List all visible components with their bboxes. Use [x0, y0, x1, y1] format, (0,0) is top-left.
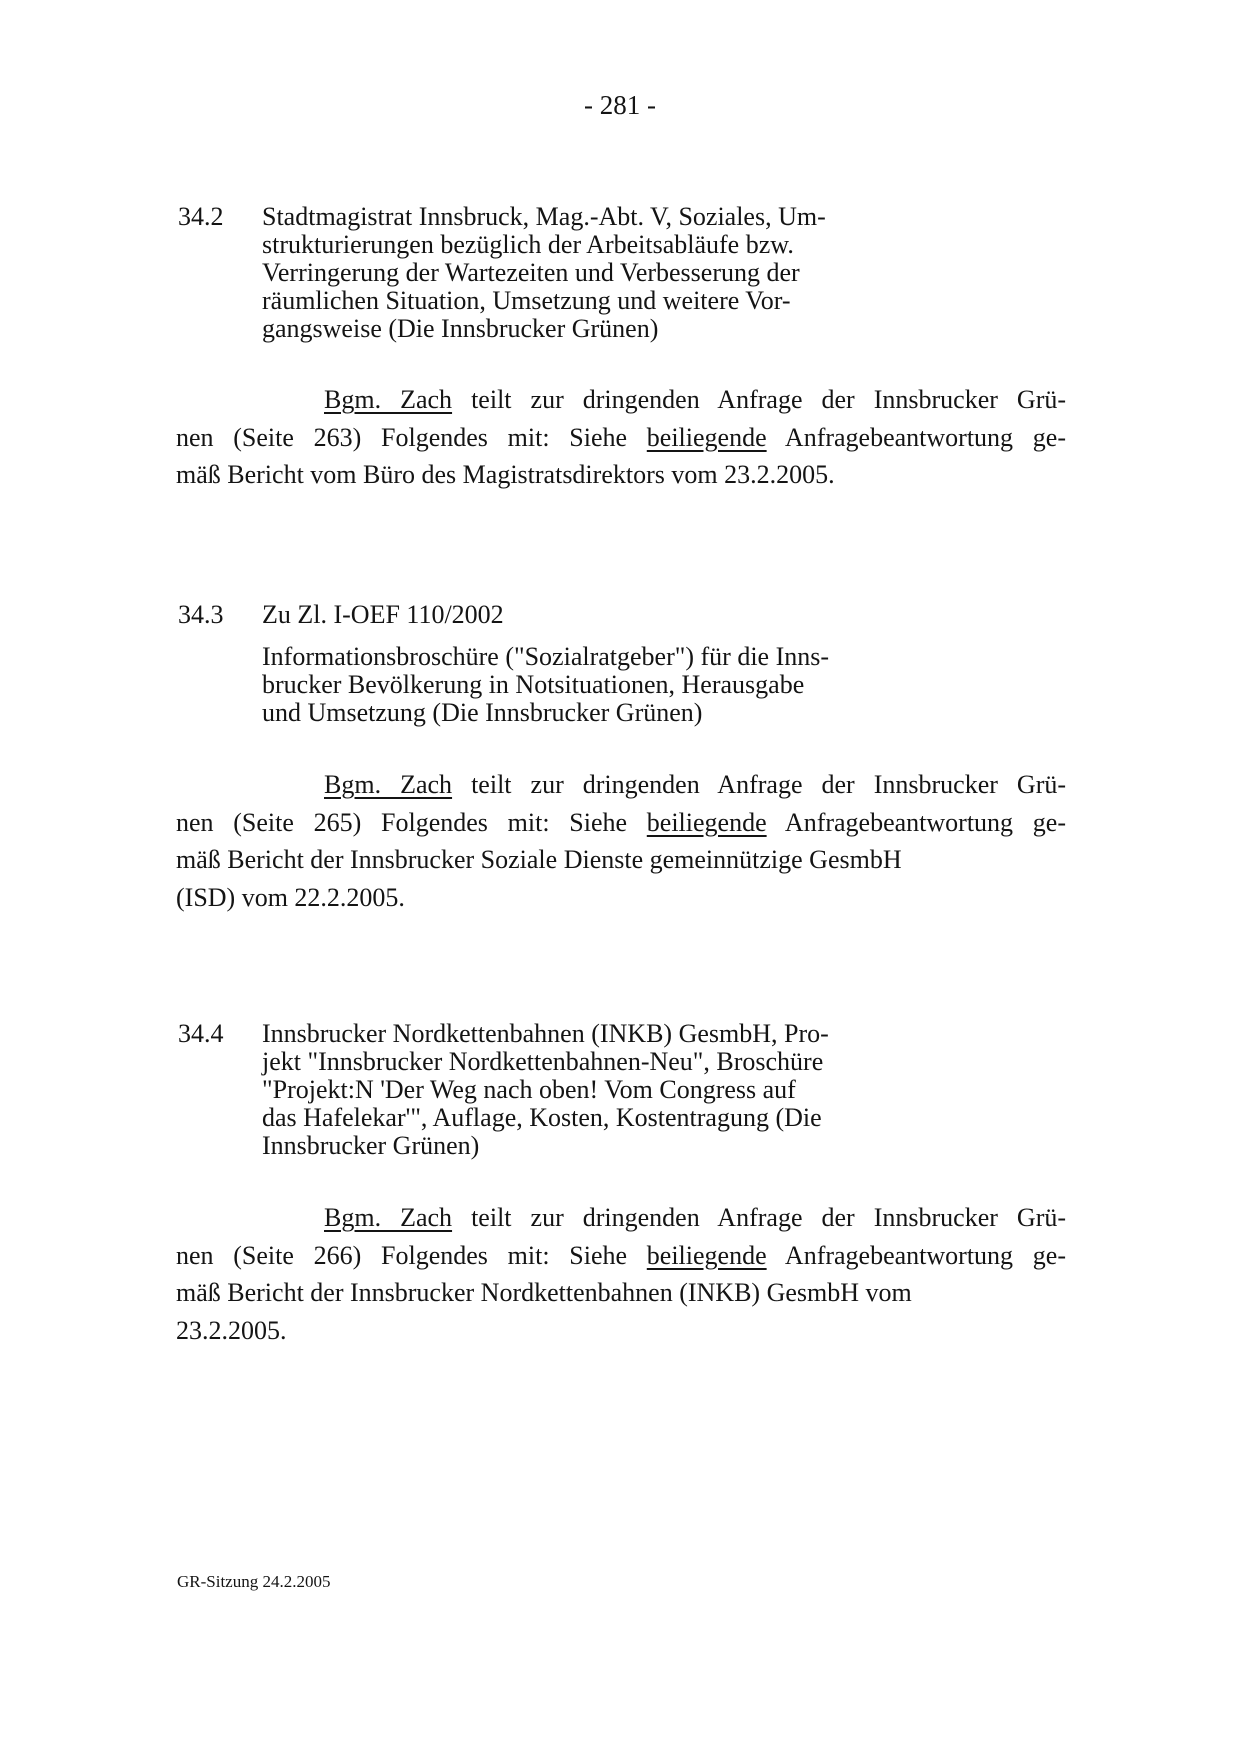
- paragraph-line: [176, 1312, 1066, 1350]
- attachment-ref: beiliegende: [646, 1240, 767, 1270]
- heading-line: jekt "Innsbrucker Nordkettenbahnen-Neu", Broschüre: [262, 1047, 824, 1076]
- speaker-name: Bgm. Zach: [324, 770, 453, 799]
- paragraph-line: [176, 879, 1066, 917]
- heading-line: Informationsbroschüre ("Sozialratgeber") für die Inns-: [262, 642, 830, 671]
- paragraph-text: nen (Seite 263) Folgendes mit: Siehe: [176, 422, 647, 452]
- zl-line: Zu Zl. I-OEF 110/2002: [262, 600, 504, 629]
- footer-note: GR-Sitzung 24.2.2005: [177, 1572, 331, 1591]
- speaker-name: Bgm. Zach: [324, 1203, 453, 1232]
- heading-line: räumlichen Situation, Umsetzung und weitere Vor-: [262, 286, 791, 315]
- paragraph-text: 23.2.2005.: [176, 1315, 287, 1345]
- paragraph-text: teilt zur dringenden Anfrage der Innsbrucker Grü-: [452, 1203, 1067, 1232]
- paragraph-line: [176, 1237, 1066, 1275]
- heading-line: Stadtmagistrat Innsbruck, Mag.-Abt. V, Soziales, Um-: [262, 202, 826, 231]
- section-number: 34.2: [178, 202, 224, 231]
- answer-paragraph: [176, 1199, 1066, 1349]
- paragraph-line: [176, 841, 1066, 879]
- paragraph-text: (ISD) vom 22.2.2005.: [176, 882, 405, 912]
- heading-line: brucker Bevölkerung in Notsituationen, Herausgabe: [262, 670, 805, 699]
- paragraph-text: teilt zur dringenden Anfrage der Innsbrucker Grü-: [452, 385, 1067, 414]
- paragraph-text: nen (Seite 265) Folgendes mit: Siehe: [176, 807, 647, 837]
- paragraph-text: mäß Bericht der Innsbrucker Soziale Dienste gemeinnützige GesmbH: [176, 845, 902, 874]
- heading-line: Innsbrucker Grünen): [262, 1131, 480, 1160]
- speaker-name: Bgm. Zach: [324, 385, 453, 414]
- paragraph-text: teilt zur dringenden Anfrage der Innsbrucker Grü-: [452, 770, 1067, 799]
- heading-line: das Hafelekar'", Auflage, Kosten, Kostentragung (Die: [262, 1103, 822, 1132]
- paragraph-line: [176, 456, 1066, 494]
- heading-line: "Projekt:N 'Der Weg nach oben! Vom Congress auf: [262, 1075, 796, 1104]
- answer-paragraph: [176, 381, 1066, 494]
- paragraph-line: [176, 766, 1066, 804]
- page-number: - 281 -: [584, 90, 656, 120]
- paragraph-line: [176, 419, 1066, 457]
- paragraph-text: Anfragebeantwortung ge-: [766, 1240, 1066, 1270]
- paragraph-line: [176, 1274, 1066, 1312]
- paragraph-text: nen (Seite 266) Folgendes mit: Siehe: [176, 1240, 647, 1270]
- paragraph-line: [176, 1199, 1066, 1237]
- answer-paragraph: [176, 766, 1066, 916]
- paragraph-text: mäß Bericht vom Büro des Magistratsdirektors vom 23.2.2005.: [176, 460, 835, 489]
- paragraph-text: Anfragebeantwortung ge-: [766, 422, 1066, 452]
- paragraph-line: [176, 804, 1066, 842]
- section-number: 34.3: [178, 600, 224, 629]
- section-heading: [262, 601, 829, 727]
- heading-line: Innsbrucker Nordkettenbahnen (INKB) GesmbH, Pro-: [262, 1019, 829, 1048]
- heading-line: strukturierungen bezüglich der Arbeitsabläufe bzw.: [262, 230, 794, 259]
- section-heading: [262, 1020, 829, 1160]
- heading-line: Verringerung der Wartezeiten und Verbesserung der: [262, 258, 800, 287]
- attachment-ref: beiliegende: [646, 807, 767, 837]
- attachment-ref: beiliegende: [646, 422, 767, 452]
- heading-line: gangsweise (Die Innsbrucker Grünen): [262, 314, 659, 343]
- section-number: 34.4: [178, 1019, 224, 1048]
- heading-line: und Umsetzung (Die Innsbrucker Grünen): [262, 698, 703, 727]
- paragraph-text: mäß Bericht der Innsbrucker Nordkettenbahnen (INKB) GesmbH vom: [176, 1278, 912, 1307]
- paragraph-line: [176, 381, 1066, 419]
- paragraph-text: Anfragebeantwortung ge-: [766, 807, 1066, 837]
- section-heading: [262, 203, 826, 343]
